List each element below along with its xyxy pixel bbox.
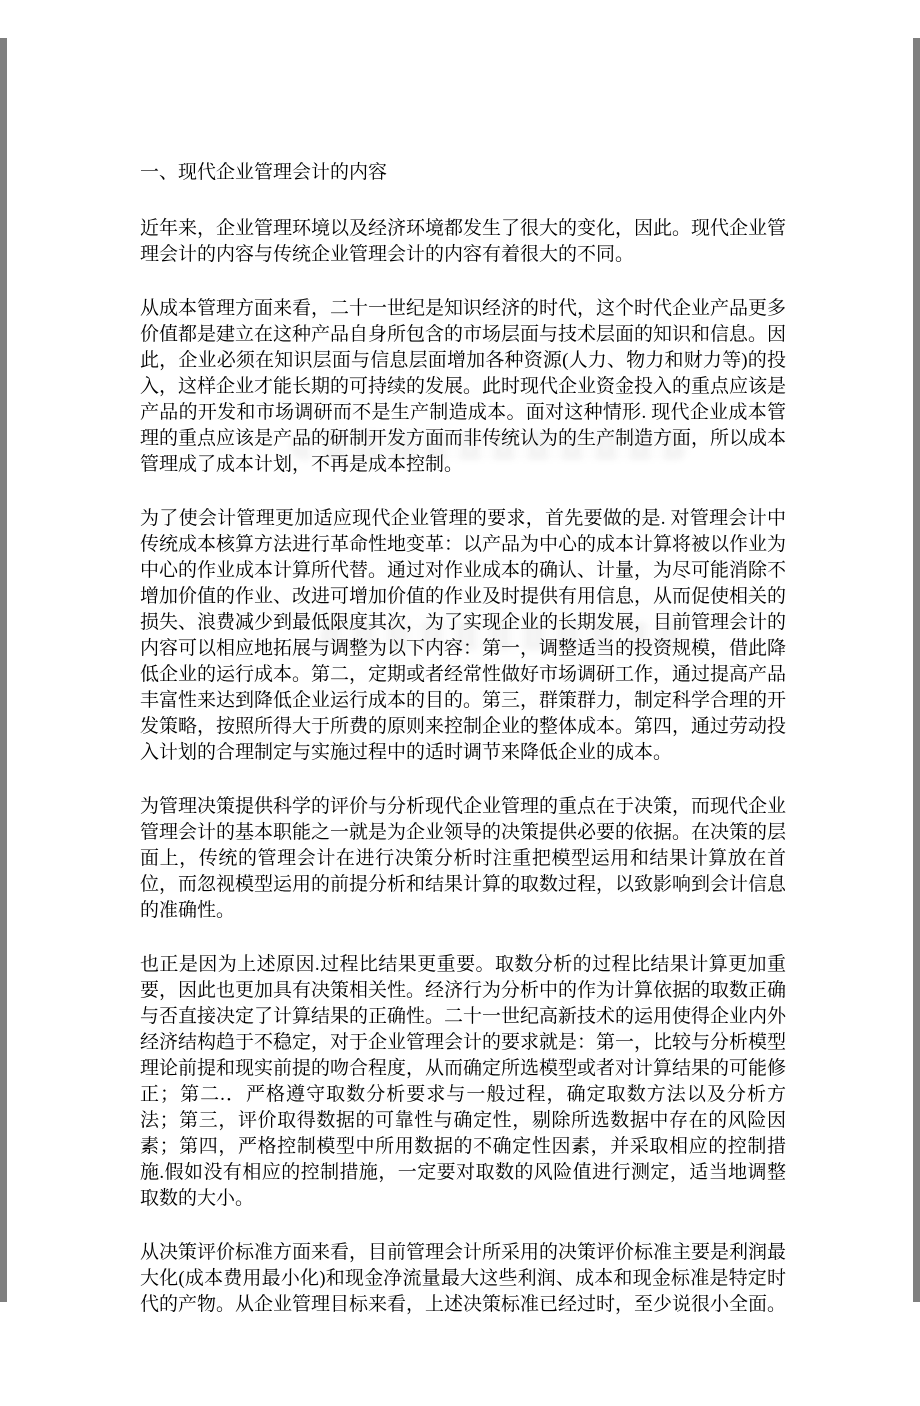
page-edge-right — [913, 38, 920, 1302]
paragraph: 近年来，企业管理环境以及经济环境都发生了很大的变化，因此。现代企业管理会计的内容与传统企业管理会计的内容有着很大的不同。 — [140, 218, 787, 265]
paragraph: 从决策评价标准方面来看，目前管理会计所采用的决策评价标准主要是利润最大化(成本费用最小化)和现金净流量最大这些利润、成本和现金标准是特定时代的产物。从企业管理目标来看，上述决策标准已经过时，至少说很小全面。 — [140, 1242, 787, 1315]
page-edge-left — [0, 38, 7, 1302]
paragraph: 为管理决策提供科学的评价与分析现代企业管理的重点在于决策，而现代企业管理会计的基本职能之一就是为企业领导的决策提供必要的依据。在决策的层面上，传统的管理会计在进行决策分析时注重把模型运用和结果计算放在首位，而忽视模型运用的前提分析和结果计算的取数过程，以致影响到会计信息的准确性。 — [140, 796, 787, 921]
paragraph: 也正是因为上述原因.过程比结果更重要。取数分析的过程比结果计算更加重要，因此也更加具有决策相关性。经济行为分析中的作为计算依据的取数正确与否直接决定了计算结果的正确性。二十一世纪高新技术的运用使得企业内外经济结构趋于不稳定，对于企业管理会计的要求就是：第一，比较与分析模型理论前提和现实前提的吻合程度，从而确定所选模型或者对计算结果的可能修正；第二.．严格遵守取数分析要求与一般过程，确定取数方法以及分析方法；第三，评价取得数据的可靠性与确定性，剔除所选数据中存在的风险因素；第四，严格控制模型中所用数据的不确定性因素，并采取相应的控制措施.假如没有相应的控制措施，一定要对取数的风险值进行测定，适当地调整取数的大小。 — [140, 954, 787, 1209]
paragraph: 从成本管理方面来看，二十一世纪是知识经济的时代，这个时代企业产品更多价值都是建立在这种产品自身所包含的市场层面与技术层面的知识和信息。因此，企业必须在知识层面与信息层面增加各种资源(人力、物力和财力等)的投入，这样企业才能长期的可持续的发展。此时现代企业资金投入的重点应该是产品的开发和市场调研而不是生产制造成本。面对这种情形. 现代企业成本管理的重点应该是产品的研制开发方面而非传统认为的生产制造方面，所以成本管理成了成本计划，不再是成本控制。 — [140, 298, 787, 475]
document-title: 一、现代企业管理会计的内容 — [140, 162, 388, 183]
paragraph: 为了使会计管理更加适应现代企业管理的要求，首先要做的是. 对管理会计中传统成本核算方法进行革命性地变革：以产品为中心的成本计算将被以作业为中心的作业成本计算所代替。通过对作业成本的确认、计量，为尽可能消除不增加价值的作业、改进可增加价值的作业及时提供有用信息，从而促使相关的损失、浪费减少到最低限度其次，为了实现企业的长期发展，目前管理会计的内容可以相应地拓展与调整为以下内容：第一，调整适当的投资规模，借此降低企业的运行成本。第二，定期或者经常性做好市场调研工作，通过提高产品丰富性来达到降低企业运行成本的目的。第三，群策群力，制定科学合理的开发策略，按照所得大于所费的原则来控制企业的整体成本。第四，通过劳动投入计划的合理制定与实施过程中的适时调节来降低企业的成本。 — [140, 508, 787, 763]
